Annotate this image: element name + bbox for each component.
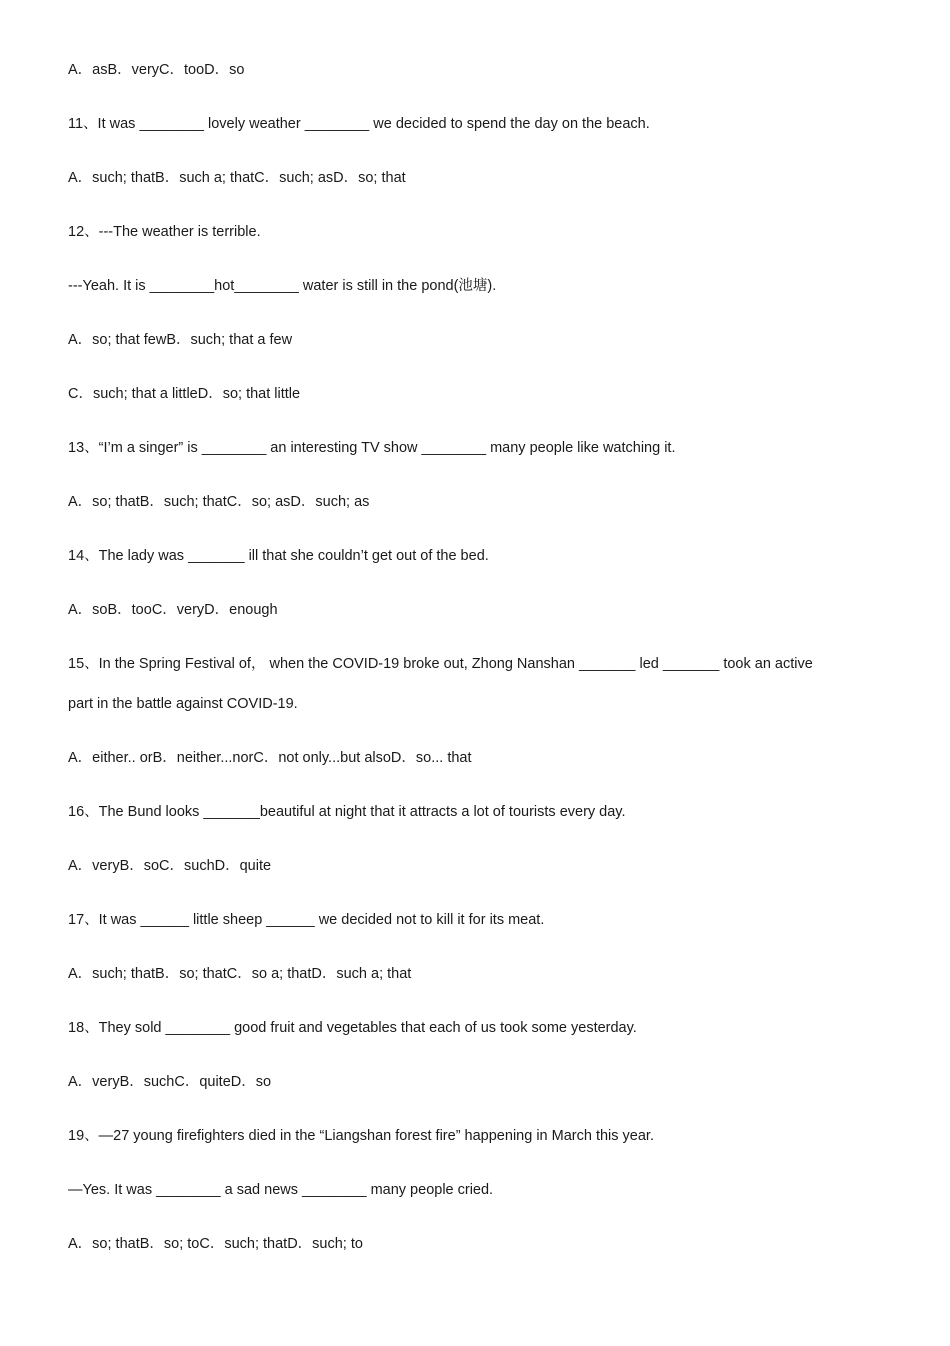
q19-question: 19、—27 young firefighters died in the “Liangshan forest fire” happening in March this year. bbox=[68, 1128, 654, 1144]
q15-question: 15、In the Spring Festival of， when the COVID-19 broke out, Zhong Nanshan _______ led _______ took an active bbox=[68, 656, 813, 672]
q17-options: A．such; thatB．so; thatC．so a; thatD．such a; that bbox=[68, 966, 412, 982]
q14-question: 14、The lady was _______ ill that she couldn’t get out of the bed. bbox=[68, 548, 489, 564]
q18-options: A．veryB．suchC．quiteD．so bbox=[68, 1074, 272, 1090]
q15-question-line2: part in the battle against COVID-19. bbox=[68, 696, 298, 712]
q12-question-line2: ---Yeah. It is ________hot________ water is still in the pond(池塘). bbox=[68, 278, 497, 294]
q17-question: 17、It was ______ little sheep ______ we decided not to kill it for its meat. bbox=[68, 912, 545, 928]
q16-options: A．veryB．soC．suchD．quite bbox=[68, 858, 272, 874]
q13-question: 13、“I’m a singer” is ________ an interesting TV show ________ many people like watching it. bbox=[68, 440, 676, 456]
q14-options: A．soB．tooC．veryD．enough bbox=[68, 602, 278, 618]
q15-options: A．either.. orB．neither...norC．not only...but alsoD．so... that bbox=[68, 750, 472, 766]
q12-options-ab: A．so; that fewB．such; that a few bbox=[68, 332, 293, 348]
q11-options: A．such; thatB．such a; thatC．such; asD．so; that bbox=[68, 170, 406, 186]
q13-options: A．so; thatB．such; thatC．so; asD．such; as bbox=[68, 494, 370, 510]
q19-question-line2: —Yes. It was ________ a sad news ________ many people cried. bbox=[68, 1182, 494, 1198]
q10-options: A．asB．veryC．tooD．so bbox=[68, 62, 245, 78]
q11-question: 11、It was ________ lovely weather ________ we decided to spend the day on the beach. bbox=[68, 116, 650, 132]
q19-options: A．so; thatB．so; toC．such; thatD．such; to bbox=[68, 1236, 363, 1252]
q16-question: 16、The Bund looks _______beautiful at night that it attracts a lot of tourists every day. bbox=[68, 804, 626, 820]
q18-question: 18、They sold ________ good fruit and vegetables that each of us took some yesterday. bbox=[68, 1020, 637, 1036]
q12-question: 12、---The weather is terrible. bbox=[68, 224, 261, 240]
q12-options-cd: C．such; that a littleD．so; that little bbox=[68, 386, 301, 402]
